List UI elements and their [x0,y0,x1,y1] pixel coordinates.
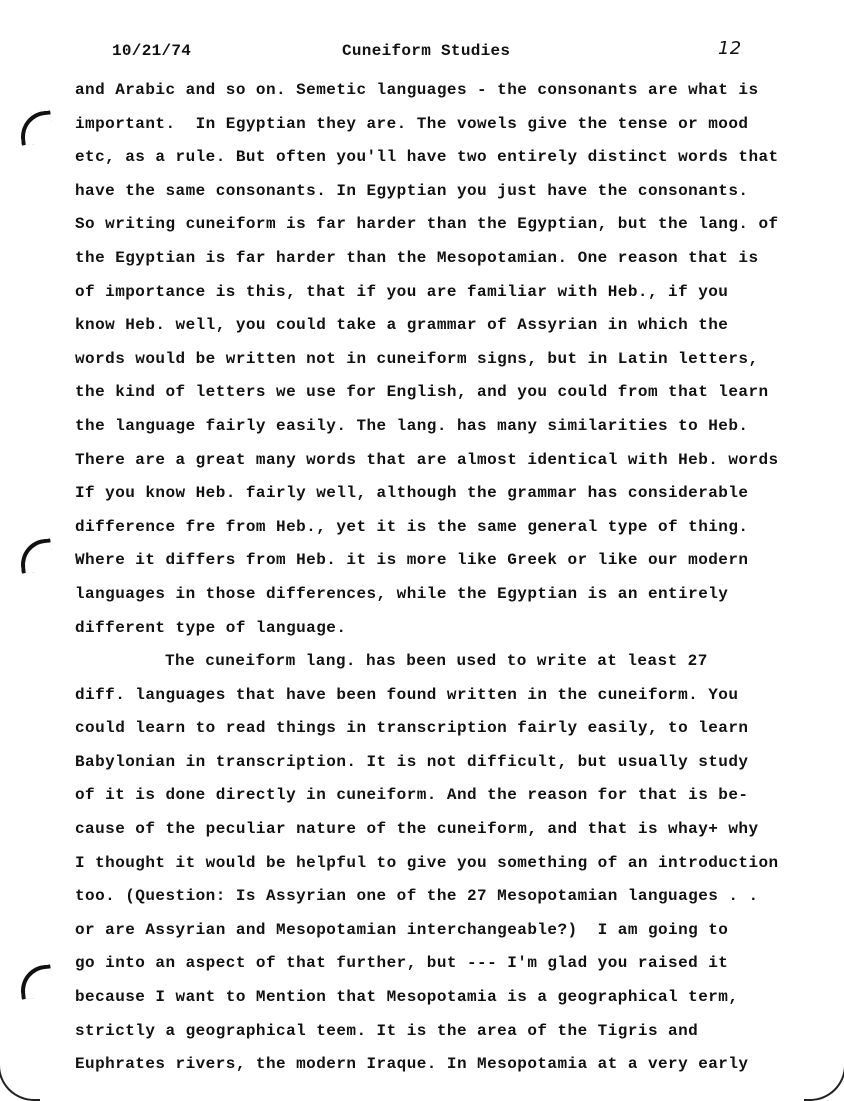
text-line: have the same consonants. In Egyptian you just have the consonants. [75,181,749,200]
binder-hole-mark-icon [18,964,53,999]
page-corner [0,1059,40,1101]
text-line: important. In Egyptian they are. The vowels give the tense or mood [75,114,749,133]
text-line: etc, as a rule. But often you'll have two entirely distinct words that [75,148,779,167]
paragraph-start-line: The cuneiform lang. has been used to write at least 27 [165,652,708,671]
text-line: and Arabic and so on. Semetic languages - the consonants are what is [75,81,759,99]
text-line: because I want to Mention that Mesopotamia is a geographical term, [75,988,739,1007]
page-number: 12 [718,38,742,59]
text-line: Babylonian in transcription. It is not difficult, but usually study [75,752,749,771]
text-line: know Heb. well, you could take a grammar of Assyrian in which the [75,316,729,335]
text-line: strictly a geographical teem. It is the area of the Tigris and [75,1021,699,1040]
text-line: go into an aspect of that further, but --- I'm glad you raised it [75,954,729,973]
text-line: words would be written not in cuneiform signs, but in Latin letters, [75,349,759,368]
text-line: of importance is this, that if you are familiar with Heb., if you [75,282,729,301]
text-line: the kind of letters we use for English, and you could from that learn [75,383,769,402]
body-text [75,74,815,1082]
text-line: the Egyptian is far harder than the Mesopotamian. One reason that is [75,248,759,267]
text-line: languages in those differences, while the Egyptian is an entirely [75,584,729,603]
text-line: could learn to read things in transcription fairly easily, to learn [75,719,749,738]
text-line: diff. languages that have been found written in the cuneiform. You [75,685,739,704]
text-line: Where it differs from Heb. it is more like Greek or like our modern [75,551,749,570]
page-header [0,40,844,66]
text-line: I thought it would be helpful to give you something of an introduction [75,853,779,872]
text-line: difference fre from Heb., yet it is the same general type of thing. [75,517,749,536]
text-line: cause of the peculiar nature of the cuneiform, and that is whay+ why [75,820,759,839]
header-date: 10/21/74 [112,42,192,60]
text-line: So writing cuneiform is far harder than the Egyptian, but the lang. of [75,215,779,234]
text-line: of it is done directly in cuneiform. And the reason for that is be- [75,786,749,805]
text-line: There are a great many words that are almost identical with Heb. words [75,450,779,469]
page-corner [804,1059,844,1101]
text-line: different type of language. [75,618,347,637]
text-line: Euphrates rivers, the modern Iraque. In Mesopotamia at a very early [75,1055,749,1074]
text-line: the language fairly easily. The lang. has many similarities to Heb. [75,416,749,435]
header-title: Cuneiform Studies [342,42,511,60]
text-line: If you know Heb. fairly well, although the grammar has considerable [75,484,749,503]
text-line: or are Assyrian and Mesopotamian interchangeable?) I am going to [75,920,729,939]
binder-hole-mark-icon [18,538,53,573]
text-line: too. (Question: Is Assyrian one of the 27 Mesopotamian languages . . [75,887,759,906]
binder-hole-mark-icon [18,110,53,145]
